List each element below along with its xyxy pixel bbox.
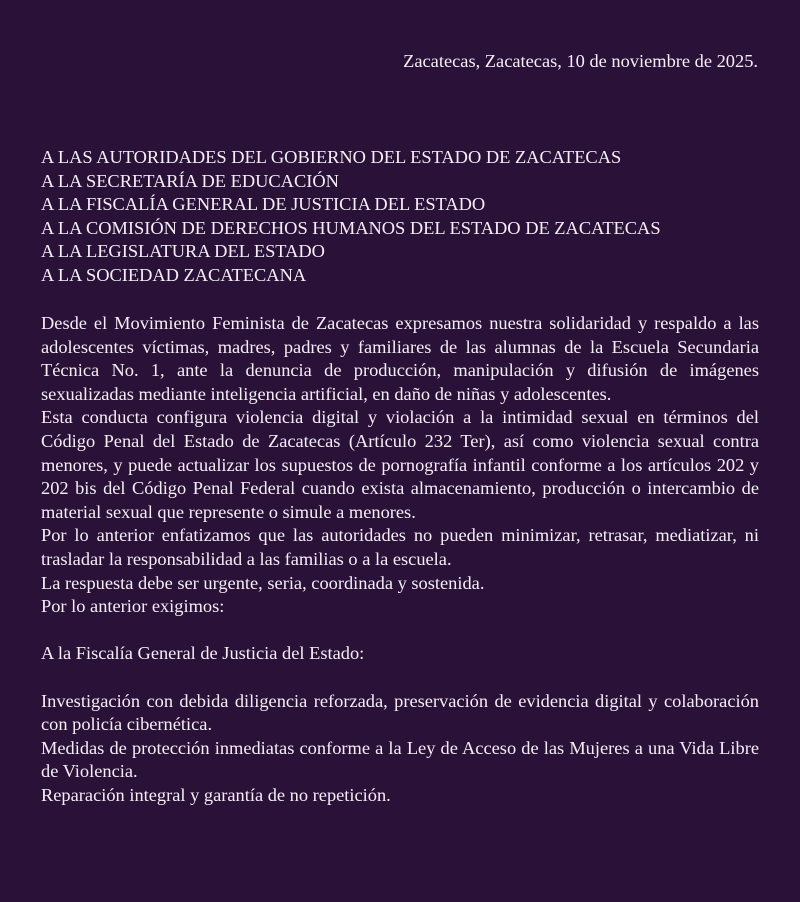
recipient-line: A LA LEGISLATURA DEL ESTADO: [41, 241, 325, 262]
spacer: [41, 619, 759, 643]
date-line: Zacatecas, Zacatecas, 10 de noviembre de 2025.: [403, 51, 758, 71]
recipient-line: A LA COMISIÓN DE DERECHOS HUMANOS DEL ESTADO DE ZACATECAS: [41, 217, 661, 238]
recipient-line: A LA SECRETARÍA DE EDUCACIÓN: [41, 170, 339, 191]
letter-body: [41, 312, 759, 807]
demands-intro: Por lo anterior exigimos:: [41, 596, 225, 617]
emphasis-paragraph: Por lo anterior enfatizamos que las autoridades no pueden minimizar, retrasar, mediatizar, ni trasladar la responsabilidad a las familias o a la escuela.: [41, 525, 759, 569]
demand-investigation: Investigación con debida diligencia reforzada, preservación de evidencia digital y colaboración con policía cibernética.: [41, 690, 759, 735]
recipient-line: A LA SOCIEDAD ZACATECANA: [41, 264, 307, 285]
demand-protection: Medidas de protección inmediatas conforme a la Ley de Acceso de las Mujeres a una Vida Libre de Violencia.: [41, 737, 759, 782]
demand-reparation: Reparación integral y garantía de no repetición.: [41, 784, 391, 805]
fiscalia-heading: A la Fiscalía General de Justicia del Estado:: [41, 643, 365, 664]
legal-basis-paragraph: Esta conducta configura violencia digital y violación a la intimidad sexual en términos del Código Penal del Estado de Zacatecas (Artículo 232 Ter), así como violencia sexual contra menores, y puede actualizar los supuestos de pornografía infantil conforme a los artículos 202 y 202 bis del Código Penal Federal cuando exista almacenamiento, producción o intercambio de material sexual que represente o simule a menores.: [41, 407, 759, 522]
recipient-line: A LA FISCALÍA GENERAL DE JUSTICIA DEL ESTADO: [41, 194, 486, 215]
recipient-line: A LAS AUTORIDADES DEL GOBIERNO DEL ESTADO DE ZACATECAS: [41, 147, 622, 167]
spacer: [41, 666, 759, 690]
response-paragraph: La respuesta debe ser urgente, seria, coordinada y sostenida.: [41, 572, 485, 593]
recipient-list: [41, 146, 761, 288]
solidarity-paragraph: Desde el Movimiento Feminista de Zacatecas expresamos nuestra solidaridad y respaldo a las adolescentes víctimas, madres, padres y familiares de las alumnas de la Escuela Secundaria Técnica No. 1, ante la denuncia de producción, manipulación y difusión de imágenes sexualizadas mediante inteligencia artificial, en daño de niñas y adolescentes.: [41, 313, 759, 404]
